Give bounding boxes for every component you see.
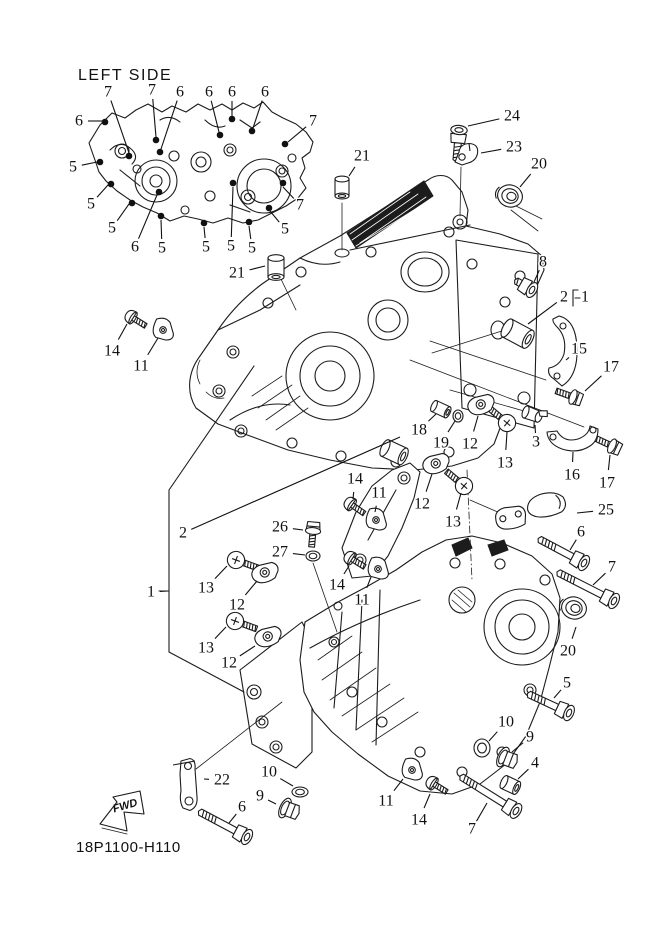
part-cylinder [335,176,349,199]
bolt-position-dot [280,180,287,187]
leader-line [476,803,487,821]
leader-line [424,794,430,808]
callout-19: 19 [433,434,449,452]
bolt-position-dot [282,141,289,148]
callout-5: 5 [248,239,256,257]
bolt-position-dot [153,137,160,144]
leader-line [118,324,127,340]
callout-5: 5 [202,238,210,256]
callout-11: 11 [133,357,149,375]
leader-line [506,432,507,450]
part-bracket11 [151,316,177,341]
callout-6: 6 [238,798,246,816]
left-side-view [89,102,313,223]
part-hexbolt [304,521,321,547]
callout-13: 13 [445,513,461,531]
leader-line [518,769,528,779]
callout-10: 10 [261,763,277,781]
leader-line [293,529,303,530]
diagram-part-code: 18P1100-H110 [76,839,181,856]
callout-14: 14 [104,342,120,360]
bolt-position-dot [126,153,133,160]
callout-23: 23 [506,138,522,156]
part-cylinder [268,255,284,281]
callout-4: 4 [531,754,539,772]
bolt-position-dot [201,220,208,227]
part-ring [306,551,320,561]
callout-7: 7 [309,112,317,130]
leader-line [608,455,610,470]
leader-line [280,779,293,786]
callout-12: 12 [229,596,245,614]
leader-line [82,162,97,165]
callout-27: 27 [272,543,288,561]
part-plug [557,594,589,622]
view-title: LEFT SIDE [78,67,173,84]
leader-line [585,376,601,391]
callout-17: 17 [603,358,619,376]
bolt-position-dot [108,181,115,188]
callout-25: 25 [598,501,614,519]
bolt-position-dot [129,200,136,207]
part-flatscrew [441,465,476,498]
part-hexhead [276,796,303,823]
part-ring [292,787,308,797]
callout-1: 1 [147,583,155,601]
callout-5: 5 [227,237,235,255]
callout-7: 7 [608,558,616,576]
callout-21: 21 [354,147,370,165]
leader-line [204,227,205,238]
leader-line [554,690,561,698]
bolt-position-dot [266,205,273,212]
callout-22: 22 [214,771,230,789]
callout-6: 6 [205,83,213,101]
callout-12: 12 [414,495,430,513]
callout-9: 9 [526,728,534,746]
bolt-position-dot [156,189,163,196]
callout-8: 8 [539,253,547,271]
part-flatscrew [224,610,260,637]
callout-5: 5 [69,158,77,176]
leader-line [349,167,355,176]
callout-14: 14 [411,811,427,829]
leader-line [577,511,593,513]
bolt-position-dot [97,159,104,166]
bolt-position-dot [158,213,165,220]
callout-16: 16 [564,466,580,484]
leader-line [468,119,499,126]
callout-20: 20 [560,642,576,660]
leader-line [245,581,257,595]
callout-5: 5 [108,219,116,237]
leader-line [250,266,265,270]
leader-line [229,814,236,823]
callout-12: 12 [221,654,237,672]
callout-9: 9 [256,787,264,805]
leader-line [456,493,461,509]
callout-10: 10 [498,713,514,731]
bolt-position-dot [249,128,256,135]
callout-7: 7 [148,81,156,99]
part-panscrew [123,308,150,332]
callout-12: 12 [462,435,478,453]
callout-5: 5 [158,239,166,257]
leader-line [97,185,108,197]
callout-6: 6 [176,83,184,101]
bolt-position-dot [246,219,253,226]
leader-line [268,800,276,804]
bolt-position-dot [217,132,224,139]
callout-7: 7 [104,83,112,101]
callout-2: 2 [560,288,568,306]
leader-line [481,149,501,153]
callout-15: 15 [571,340,587,358]
callout-6: 6 [228,83,236,101]
callout-26: 26 [272,518,288,536]
leader-line [117,204,129,221]
leader-line [344,566,349,574]
callout-11: 11 [354,591,370,609]
callout-21: 21 [229,264,245,282]
leader-line [161,220,162,239]
callout-5: 5 [281,220,289,238]
leader-line [593,573,605,585]
callout-5: 5 [87,195,95,213]
leader-line [249,226,251,239]
callout-1: 1 [581,288,589,306]
callout-7: 7 [296,196,304,214]
callout-11: 11 [371,484,387,502]
leader-line [520,174,531,187]
callout-11: 11 [378,792,394,810]
callout-18: 18 [411,421,427,439]
callout-20: 20 [531,155,547,173]
callout-13: 13 [198,579,214,597]
callout-6: 6 [261,83,269,101]
callout-6: 6 [577,523,585,541]
callout-6: 6 [131,238,139,256]
callout-17: 17 [599,474,615,492]
callout-5: 5 [563,674,571,692]
bolt-position-dot [157,149,164,156]
callout-13: 13 [198,639,214,657]
leader-line [215,627,226,639]
part-crescent16 [547,426,598,451]
part-plug [493,182,525,210]
leader-line [240,646,255,656]
callout-14: 14 [329,576,345,594]
part-hexbolt [553,384,584,408]
callout-24: 24 [504,107,520,125]
leader-line [572,627,576,639]
part-ring [474,739,490,757]
leader-line [570,540,576,550]
leader-line [270,211,279,222]
leader-line [293,554,305,555]
bolt-position-dot [102,119,109,126]
bolt-position-dot [229,116,236,123]
leader-line [426,474,432,492]
part-ring [453,410,463,422]
group-bracket-right [573,290,580,306]
callout-6: 6 [75,112,83,130]
leader-line [353,492,354,499]
bolt-position-dot [230,180,237,187]
part-bracket25 [493,490,568,531]
fwd-arrow-label: FWD [111,796,139,816]
callout-7: 7 [468,820,476,838]
part-bracket22 [173,759,197,811]
callout-13: 13 [497,454,513,472]
callout-3: 3 [532,433,540,451]
callout-14: 14 [347,470,363,488]
leader-line [148,338,158,355]
leader-line [215,566,227,579]
callout-2: 2 [179,524,187,542]
